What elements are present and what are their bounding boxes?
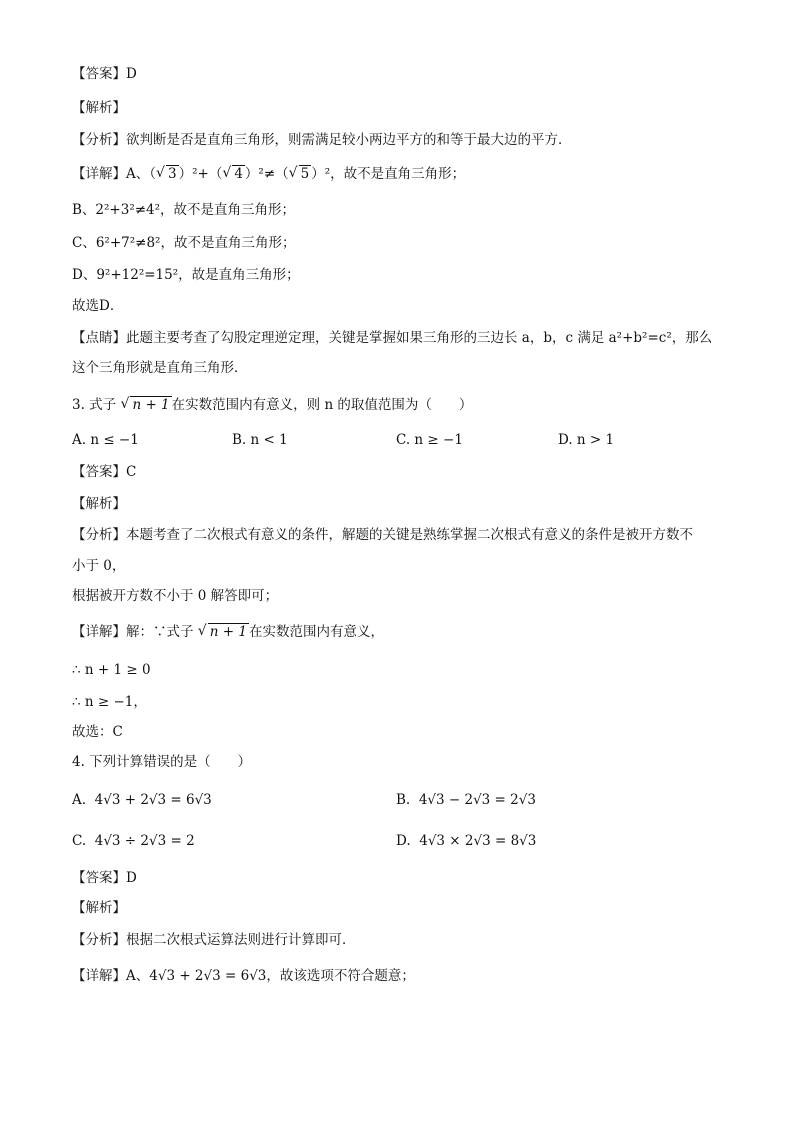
q4-option-d: D. 4√3 × 2√3 = 8√3 bbox=[396, 833, 537, 849]
q3-step-1: ∴ n + 1 ≥ 0 bbox=[72, 662, 151, 678]
q4-jiexi-heading: 【解析】 bbox=[72, 900, 126, 916]
q2-detail-c: C、6²+7²≠8²，故不是直角三角形； bbox=[72, 235, 296, 251]
q4-detail-suffix: ，故该选项不符合题意； bbox=[266, 968, 415, 984]
q3-stem bbox=[72, 395, 472, 415]
q2-dianjing-2: 这个三角形就是直角三角形． bbox=[72, 360, 248, 376]
q3-option-d: D. n > 1 bbox=[558, 432, 615, 448]
detail-a-mid1: ）²+（ bbox=[178, 166, 223, 182]
detail-a-prefix: A、（ bbox=[126, 166, 156, 182]
detail-tag: 【详解】 bbox=[72, 166, 126, 182]
q4-option-c: C. 4√3 ÷ 2√3 = 2 bbox=[72, 833, 195, 849]
q2-answer: 【答案】D bbox=[72, 66, 137, 82]
q3-analysis-3: 根据被开方数不小于 0 解答即可； bbox=[72, 588, 279, 604]
sqrt-n-plus-1: √ n + 1 bbox=[121, 395, 171, 415]
q3-step-2: ∴ n ≥ −1， bbox=[72, 694, 147, 710]
q3-option-c: C. n ≥ −1 bbox=[396, 432, 463, 448]
q3-detail-prefix: 【详解】解：∵式子 bbox=[72, 624, 194, 640]
q4-option-b: B. 4√3 − 2√3 = 2√3 bbox=[396, 792, 536, 808]
q3-option-a: A. n ≤ −1 bbox=[72, 432, 139, 448]
q4-stem: 4. 下列计算错误的是（ ） bbox=[72, 754, 252, 770]
q3-option-b: B. n < 1 bbox=[232, 432, 288, 448]
q3-analysis-1: 【分析】本题考查了二次根式有意义的条件，解题的关键是熟练掌握二次根式有意义的条件是被开方数不 bbox=[72, 527, 693, 543]
sqrt-4: √ 4 bbox=[223, 164, 245, 184]
q4-answer: 【答案】D bbox=[72, 870, 137, 886]
sqrt-n-plus-1-detail: √ n + 1 bbox=[199, 622, 249, 642]
sqrt-5: √ 5 bbox=[290, 164, 312, 184]
sqrt-3: √ 3 bbox=[157, 164, 179, 184]
q3-answer: 【答案】C bbox=[72, 464, 137, 480]
q4-detail-a bbox=[72, 966, 415, 986]
q3-detail-suffix: 在实数范围内有意义， bbox=[248, 624, 384, 640]
q3-analysis-2: 小于 0， bbox=[72, 558, 126, 574]
q4-analysis: 【分析】根据二次根式运算法则进行计算即可． bbox=[72, 932, 356, 948]
q2-analysis: 【分析】欲判断是否是直角三角形，则需满足较小两边平方的和等于最大边的平方． bbox=[72, 132, 572, 148]
detail-a-suffix: ）²，故不是直角三角形； bbox=[311, 166, 466, 182]
q2-detail-b: B、2²+3²≠4²，故不是直角三角形； bbox=[72, 202, 296, 218]
q2-choose: 故选D． bbox=[72, 298, 124, 314]
q3-jiexi-heading: 【解析】 bbox=[72, 496, 126, 512]
q4-detail-tag: 【详解】A、 bbox=[72, 968, 150, 984]
q3-stem-suffix: 在实数范围内有意义，则 n 的取值范围为（ ） bbox=[171, 397, 473, 413]
q2-detail-d: D、9²+12²=15²，故是直角三角形； bbox=[72, 267, 300, 283]
q2-jiexi-heading: 【解析】 bbox=[72, 100, 126, 116]
q3-choose: 故选：C bbox=[72, 724, 123, 740]
q3-detail bbox=[72, 622, 384, 642]
q3-stem-prefix: 3. 式子 bbox=[72, 397, 117, 413]
detail-a-mid2: ）²≠（ bbox=[244, 166, 289, 182]
q2-dianjing-1: 【点睛】此题主要考查了勾股定理逆定理，关键是掌握如果三角形的三边长 a，b，c 满足 a²+b²=c²，那么 bbox=[72, 330, 713, 346]
q4-detail-expr: 4√3 + 2√3 = 6√3 bbox=[149, 968, 267, 984]
q2-detail-a bbox=[72, 164, 465, 184]
q4-option-a: A. 4√3 + 2√3 = 6√3 bbox=[72, 792, 212, 808]
